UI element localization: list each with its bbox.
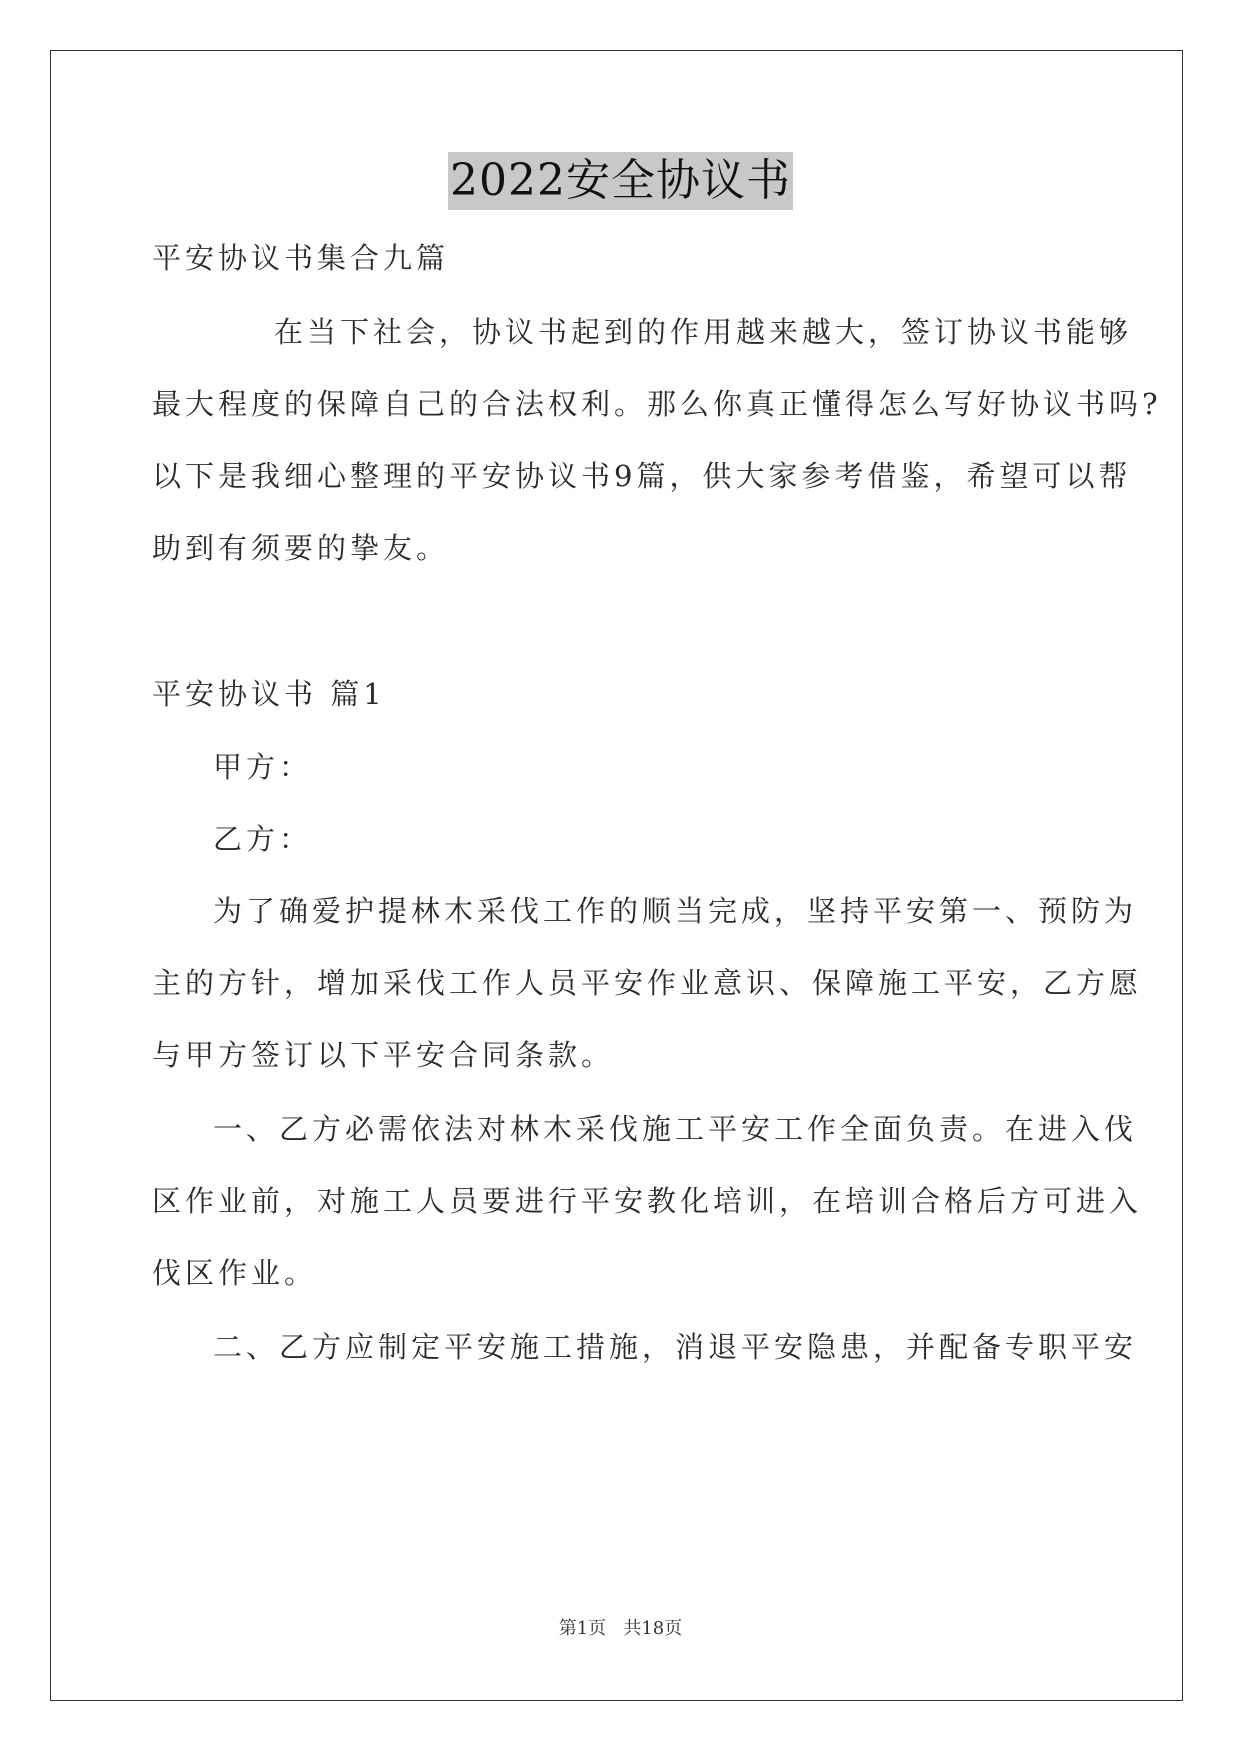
title-container [0,152,1241,210]
page-footer: 第1页 共18页 [558,1618,683,1639]
paragraph-line: 与甲方签订以下平安合同条款。 [152,1038,615,1072]
subtitle-line: 平安协议书集合九篇 [152,241,450,275]
paragraph-line: 伐区作业。 [152,1256,318,1290]
paragraph-line: 一、乙方必需依法对林木采伐施工平安工作全面负责。在进入伐 [213,1112,1138,1146]
party-b-label: 乙方： [213,822,313,856]
paragraph-line: 以下是我细心整理的平安协议书9篇，供大家参考借鉴，希望可以帮 [152,459,1132,493]
paragraph-line: 二、乙方应制定平安施工措施，消退平安隐患，并配备专职平安 [213,1330,1138,1364]
page-border [50,50,1183,1701]
paragraph-line: 在当下社会，协议书起到的作用越来越大，签订协议书能够 [274,315,1133,349]
section-heading: 平安协议书 篇1 [152,677,386,711]
document-title: 2022安全协议书 [448,152,793,210]
paragraph-line: 区作业前，对施工人员要进行平安教化培训，在培训合格后方可进入 [152,1184,1143,1218]
paragraph-line: 最大程度的保障自己的合法权利。那么你真正懂得怎么写好协议书吗? [152,387,1162,421]
paragraph-line: 为了确爱护提林木采伐工作的顺当完成，坚持平安第一、预防为 [213,894,1138,928]
paragraph-line: 助到有须要的挚友。 [152,531,450,565]
party-a-label: 甲方： [213,750,313,784]
paragraph-line: 主的方针，增加采伐工作人员平安作业意识、保障施工平安，乙方愿 [152,966,1143,1000]
